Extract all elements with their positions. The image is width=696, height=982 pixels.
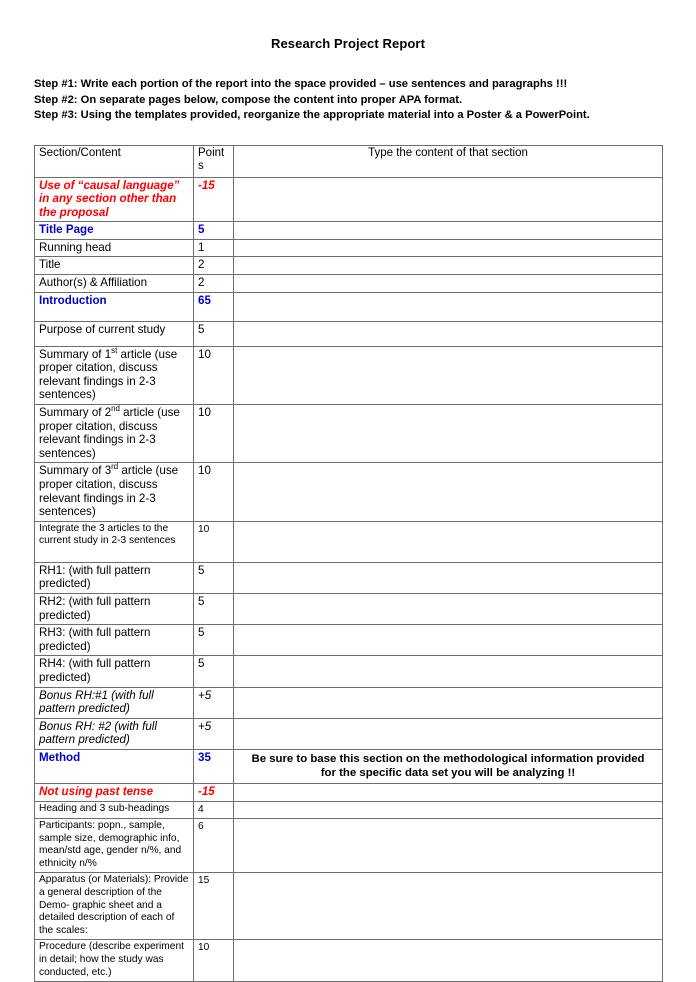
response-area-cell[interactable] bbox=[234, 346, 663, 404]
response-area-cell[interactable] bbox=[234, 257, 663, 275]
points-value: 10 bbox=[198, 523, 229, 537]
section-note: Be sure to base this section on the methodological information provided for the specific data set you will be analyzing !! bbox=[238, 751, 658, 781]
response-area-cell[interactable] bbox=[234, 783, 663, 801]
section-label-cell bbox=[35, 292, 194, 321]
section-label-cell bbox=[35, 463, 194, 521]
table-row bbox=[35, 346, 663, 404]
section-label-cell bbox=[35, 718, 194, 749]
points-value: 35 bbox=[198, 751, 229, 765]
table-row bbox=[35, 687, 663, 718]
response-area-cell[interactable] bbox=[234, 718, 663, 749]
points-cell bbox=[194, 177, 234, 222]
section-label-cell bbox=[35, 801, 194, 819]
table-row bbox=[35, 718, 663, 749]
response-area-cell[interactable] bbox=[234, 292, 663, 321]
response-area-cell[interactable] bbox=[234, 177, 663, 222]
points-value: -15 bbox=[198, 179, 229, 193]
section-label: Integrate the 3 articles to the current study in 2-3 sentences bbox=[39, 523, 189, 548]
section-label: Not using past tense bbox=[39, 785, 189, 799]
points-value: 10 bbox=[198, 464, 229, 478]
table-row bbox=[35, 521, 663, 562]
points-value: 4 bbox=[198, 803, 229, 817]
column-header-content: Type the content of that section bbox=[234, 145, 663, 177]
points-value: 5 bbox=[198, 626, 229, 640]
table-row bbox=[35, 593, 663, 624]
section-label: Method bbox=[39, 751, 189, 765]
table-row bbox=[35, 222, 663, 240]
points-value: +5 bbox=[198, 720, 229, 734]
section-label: Title bbox=[39, 258, 189, 272]
points-cell bbox=[194, 521, 234, 562]
table-row bbox=[35, 819, 663, 873]
points-value: 2 bbox=[198, 276, 229, 290]
response-area-cell[interactable] bbox=[234, 593, 663, 624]
table-row bbox=[35, 239, 663, 257]
section-label-cell bbox=[35, 749, 194, 783]
table-row bbox=[35, 562, 663, 593]
section-label: RH2: (with full pattern predicted) bbox=[39, 595, 189, 622]
rubric-table bbox=[34, 145, 663, 982]
points-cell bbox=[194, 687, 234, 718]
points-value: 6 bbox=[198, 820, 229, 834]
points-value: 15 bbox=[198, 874, 229, 888]
section-label: RH3: (with full pattern predicted) bbox=[39, 626, 189, 653]
table-row bbox=[35, 801, 663, 819]
section-label-cell bbox=[35, 275, 194, 293]
table-row bbox=[35, 405, 663, 463]
section-label: Running head bbox=[39, 241, 189, 255]
points-value: 5 bbox=[198, 657, 229, 671]
section-label-cell bbox=[35, 873, 194, 940]
table-row bbox=[35, 275, 663, 293]
points-cell bbox=[194, 346, 234, 404]
section-label-cell bbox=[35, 321, 194, 346]
response-area-cell[interactable] bbox=[234, 656, 663, 687]
section-label-cell bbox=[35, 177, 194, 222]
section-label: Summary of 3rd article (use proper citation, discuss relevant findings in 2-3 sentences) bbox=[39, 464, 189, 518]
points-value: 2 bbox=[198, 258, 229, 272]
table-row bbox=[35, 873, 663, 940]
response-area-cell[interactable] bbox=[234, 405, 663, 463]
table-row bbox=[35, 783, 663, 801]
points-cell bbox=[194, 222, 234, 240]
section-label-cell bbox=[35, 656, 194, 687]
section-label: Summary of 1st article (use proper citation, discuss relevant findings in 2-3 sentences) bbox=[39, 348, 189, 402]
table-row bbox=[35, 257, 663, 275]
points-cell bbox=[194, 718, 234, 749]
instruction-steps bbox=[34, 77, 662, 124]
section-label-cell bbox=[35, 405, 194, 463]
column-header-points-line1: Point bbox=[198, 147, 224, 159]
points-value: 5 bbox=[198, 595, 229, 609]
table-row bbox=[35, 177, 663, 222]
instruction-step-3: Step #3: Using the templates provided, reorganize the appropriate material into a Poster & a PowerPoint. bbox=[34, 108, 662, 124]
section-label: Heading and 3 sub-headings bbox=[39, 803, 189, 816]
points-cell bbox=[194, 257, 234, 275]
section-label: Bonus RH: #2 (with full pattern predicted) bbox=[39, 720, 189, 747]
table-row bbox=[35, 625, 663, 656]
section-label-cell bbox=[35, 257, 194, 275]
column-header-points bbox=[194, 145, 234, 177]
ordinal-superscript: rd bbox=[111, 463, 118, 472]
section-label-cell bbox=[35, 783, 194, 801]
points-cell bbox=[194, 593, 234, 624]
section-label: Use of “causal language” in any section other than the proposal bbox=[39, 179, 189, 220]
section-label-cell bbox=[35, 239, 194, 257]
section-label: Participants: popn., sample, sample size, demographic info, mean/std age, gender n/%, and ethnicity n/% bbox=[39, 820, 189, 870]
response-area-cell[interactable] bbox=[234, 521, 663, 562]
section-label: Purpose of current study bbox=[39, 323, 189, 337]
table-row bbox=[35, 463, 663, 521]
points-cell bbox=[194, 239, 234, 257]
response-area-cell[interactable] bbox=[234, 940, 663, 982]
points-value: 10 bbox=[198, 941, 229, 955]
table-row bbox=[35, 292, 663, 321]
response-area-cell[interactable] bbox=[234, 562, 663, 593]
points-value: 10 bbox=[198, 406, 229, 420]
table-row bbox=[35, 940, 663, 982]
points-cell bbox=[194, 940, 234, 982]
section-label: RH4: (with full pattern predicted) bbox=[39, 657, 189, 684]
points-cell bbox=[194, 463, 234, 521]
response-area-cell[interactable] bbox=[234, 321, 663, 346]
table-row bbox=[35, 656, 663, 687]
section-label-cell bbox=[35, 819, 194, 873]
section-label-cell bbox=[35, 346, 194, 404]
table-header-row bbox=[35, 145, 663, 177]
response-area-cell[interactable] bbox=[234, 239, 663, 257]
points-cell bbox=[194, 405, 234, 463]
table-row bbox=[35, 321, 663, 346]
points-value: 10 bbox=[198, 348, 229, 362]
points-cell bbox=[194, 783, 234, 801]
points-value: 5 bbox=[198, 564, 229, 578]
points-value: 5 bbox=[198, 223, 229, 237]
points-value: -15 bbox=[198, 785, 229, 799]
section-label-cell bbox=[35, 562, 194, 593]
section-label: Procedure (describe experiment in detail; how the study was conducted, etc.) bbox=[39, 941, 189, 979]
points-cell bbox=[194, 801, 234, 819]
points-cell bbox=[194, 819, 234, 873]
section-label-cell bbox=[35, 687, 194, 718]
points-cell bbox=[194, 625, 234, 656]
points-cell bbox=[194, 873, 234, 940]
section-label: Apparatus (or Materials): Provide a general description of the Demo- graphic sheet and a detailed description of each of the scales: bbox=[39, 874, 189, 937]
instruction-step-1: Step #1: Write each portion of the report into the space provided – use sentences and paragraphs !!! bbox=[34, 77, 662, 93]
response-area-cell[interactable] bbox=[234, 819, 663, 873]
instruction-step-2: Step #2: On separate pages below, compose the content into proper APA format. bbox=[34, 93, 662, 109]
points-cell bbox=[194, 275, 234, 293]
section-label: Bonus RH:#1 (with full pattern predicted) bbox=[39, 689, 189, 716]
section-label: Author(s) & Affiliation bbox=[39, 276, 189, 290]
section-label-cell bbox=[35, 940, 194, 982]
points-cell bbox=[194, 562, 234, 593]
points-value: +5 bbox=[198, 689, 229, 703]
response-area-cell[interactable] bbox=[234, 275, 663, 293]
ordinal-superscript: nd bbox=[111, 404, 120, 413]
section-label-cell bbox=[35, 222, 194, 240]
response-area-cell[interactable] bbox=[234, 625, 663, 656]
section-label: Title Page bbox=[39, 223, 189, 237]
table-row bbox=[35, 749, 663, 783]
response-area-cell[interactable] bbox=[234, 801, 663, 819]
points-cell bbox=[194, 292, 234, 321]
points-cell bbox=[194, 749, 234, 783]
section-label-cell bbox=[35, 593, 194, 624]
section-note-cell bbox=[234, 749, 663, 783]
section-label-cell bbox=[35, 521, 194, 562]
response-area-cell[interactable] bbox=[234, 222, 663, 240]
section-label: Introduction bbox=[39, 294, 189, 308]
response-area-cell[interactable] bbox=[234, 463, 663, 521]
points-cell bbox=[194, 321, 234, 346]
response-area-cell[interactable] bbox=[234, 687, 663, 718]
points-value: 65 bbox=[198, 294, 229, 308]
points-cell bbox=[194, 656, 234, 687]
column-header-section: Section/Content bbox=[35, 145, 194, 177]
response-area-cell[interactable] bbox=[234, 873, 663, 940]
section-label: Summary of 2nd article (use proper citation, discuss relevant findings in 2-3 sentences) bbox=[39, 406, 189, 460]
points-value: 1 bbox=[198, 241, 229, 255]
section-label: RH1: (with full pattern predicted) bbox=[39, 564, 189, 591]
section-label-cell bbox=[35, 625, 194, 656]
points-value: 5 bbox=[198, 323, 229, 337]
page-title: Research Project Report bbox=[34, 0, 662, 51]
ordinal-superscript: st bbox=[111, 346, 117, 355]
column-header-points-line2: s bbox=[198, 160, 204, 172]
